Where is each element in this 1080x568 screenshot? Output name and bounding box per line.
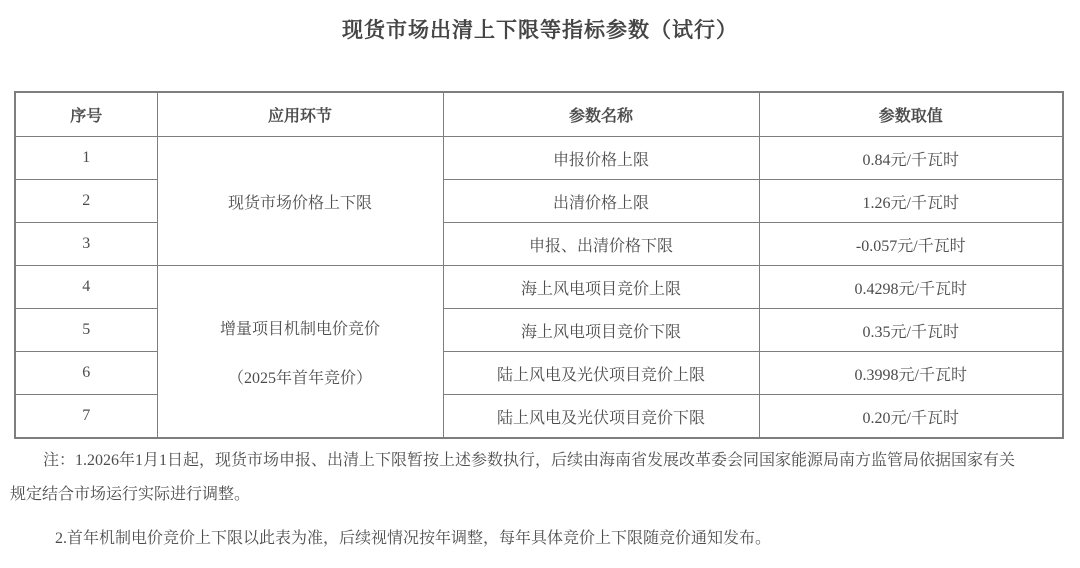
- param-value-cell: 0.84元/千瓦时: [759, 137, 1063, 180]
- param-name-cell: 申报、出清价格下限: [443, 223, 759, 266]
- param-name-cell: 申报价格上限: [443, 137, 759, 180]
- params-table: [14, 91, 1064, 439]
- row-number-cell: 6: [15, 352, 157, 395]
- col-header-param-value: 参数取值: [759, 92, 1063, 137]
- param-name-cell: 海上风电项目竞价下限: [443, 309, 759, 352]
- param-value-cell: 0.4298元/千瓦时: [759, 266, 1063, 309]
- row-number-cell: 3: [15, 223, 157, 266]
- param-value-cell: 0.3998元/千瓦时: [759, 352, 1063, 395]
- param-value-cell: 0.35元/千瓦时: [759, 309, 1063, 352]
- note-line: 注：1.2026年1月1日起，现货市场申报、出清上下限暂按上述参数执行，后续由海南省发展改革委会同国家能源局南方监管局依据国家有关: [43, 452, 1016, 469]
- col-header-application: 应用环节: [157, 92, 443, 137]
- param-value-cell: 0.20元/千瓦时: [759, 395, 1063, 439]
- application-label: 增量项目机制电价竞价: [219, 320, 380, 338]
- table-row: [15, 137, 1063, 180]
- row-number-cell: 2: [15, 180, 157, 223]
- row-number-cell: 5: [15, 309, 157, 352]
- note-paragraph-2: [10, 522, 1070, 556]
- application-cell-spot-market: [157, 137, 443, 266]
- row-number-cell: 1: [15, 137, 157, 180]
- table-row: [15, 266, 1063, 309]
- param-value-cell: -0.057元/千瓦时: [759, 223, 1063, 266]
- col-header-index: 序号: [15, 92, 157, 137]
- application-sublabel: （2025年首年竞价）: [227, 369, 372, 387]
- note-paragraph-1: [10, 444, 1070, 512]
- param-name-cell: 出清价格上限: [443, 180, 759, 223]
- application-label: 现货市场价格上下限: [227, 194, 372, 212]
- row-number-cell: 7: [15, 395, 157, 439]
- param-value-cell: 1.26元/千瓦时: [759, 180, 1063, 223]
- col-header-param-name: 参数名称: [443, 92, 759, 137]
- note-line: 规定结合市场运行实际进行调整。: [10, 486, 251, 503]
- application-cell-incremental-projects: [157, 266, 443, 439]
- param-name-cell: 陆上风电及光伏项目竞价下限: [443, 395, 759, 439]
- param-name-cell: 海上风电项目竞价上限: [443, 266, 759, 309]
- param-name-cell: 陆上风电及光伏项目竞价上限: [443, 352, 759, 395]
- header-row: [15, 92, 1063, 137]
- note-line: 2.首年机制电价竞价上下限以此表为准，后续视情况按年调整，每年具体竞价上下限随竞价通知发布。: [55, 530, 772, 547]
- notes-section: [10, 444, 1070, 556]
- page-title: 现货市场出清上下限等指标参数（试行）: [342, 18, 738, 42]
- row-number-cell: 4: [15, 266, 157, 309]
